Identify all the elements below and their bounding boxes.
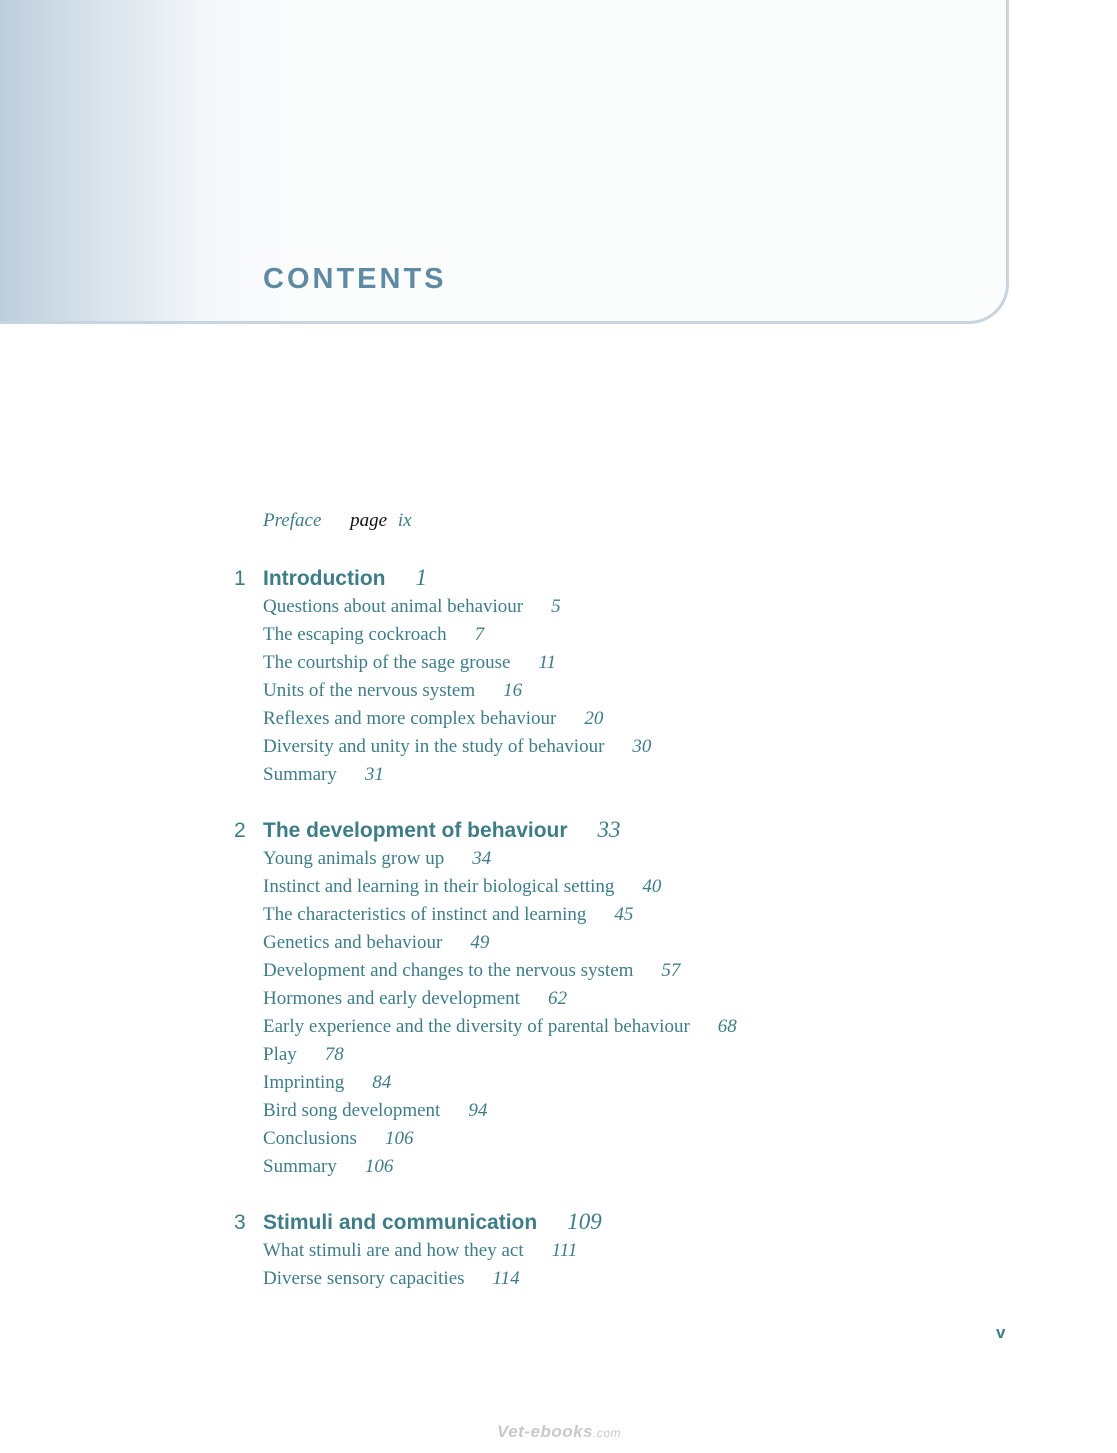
toc-entry [234,929,1034,957]
entry-title: The courtship of the sage grouse [263,652,511,673]
header-band [0,0,1009,324]
toc-entry [234,985,1034,1013]
entry-title: Genetics and behaviour [263,932,443,953]
chapter-number: 3 [234,1211,246,1234]
entry-title: Units of the nervous system [263,680,476,701]
entry-page: 111 [551,1240,578,1261]
entry-title: Summary [263,764,337,785]
chapter-title: Introduction [263,567,386,590]
chapter-title: Stimuli and communication [263,1211,538,1234]
entry-title: Imprinting [263,1072,345,1093]
toc-entry [234,649,1034,677]
toc-entry [234,1069,1034,1097]
chapter-page: 109 [567,1209,602,1234]
toc-entry [234,845,1034,873]
entry-title: The characteristics of instinct and learning [263,904,587,925]
chapter-1 [234,563,1034,789]
page-number: v [996,1323,1006,1342]
entry-page: 49 [470,932,490,953]
entry-title: Hormones and early development [263,988,520,1009]
watermark [497,1422,621,1442]
entry-page: 5 [551,596,561,617]
entry-title: The escaping cockroach [263,624,447,645]
entry-title: Diversity and unity in the study of behaviour [263,736,605,757]
entry-page: 31 [364,764,384,785]
chapter-heading [234,563,1034,593]
toc-entry [234,733,1034,761]
entry-page: 20 [584,708,604,729]
chapter-page: 33 [597,817,621,842]
entry-title: Development and changes to the nervous system [263,960,634,981]
chapter-number: 1 [234,567,246,590]
entry-page: 62 [547,988,567,1009]
entry-title: Conclusions [263,1128,357,1149]
toc-entry [234,621,1034,649]
entry-title: Summary [263,1156,337,1177]
entry-title: Bird song development [263,1100,441,1121]
preface-entry [263,510,412,532]
toc-entry [234,1097,1034,1125]
entry-title: Reflexes and more complex behaviour [263,708,557,729]
watermark-text: Vet-ebooks [497,1422,594,1441]
toc-entry [234,1013,1034,1041]
entry-title: Diverse sensory capacities [263,1268,465,1289]
entry-page: 106 [364,1156,394,1177]
toc-entry [234,957,1034,985]
preface-page-word: page [350,510,388,531]
toc-entry [234,761,1034,789]
entry-page: 45 [614,904,634,925]
page-title: CONTENTS [263,263,447,295]
entry-title: What stimuli are and how they act [263,1240,524,1261]
chapter-heading [234,1207,1034,1237]
entry-page: 106 [384,1128,414,1149]
entry-page: 78 [324,1044,344,1065]
watermark-suffix: .com [593,1426,622,1440]
chapter-2 [234,815,1034,1181]
entry-page: 114 [492,1268,520,1289]
entry-title: Instinct and learning in their biological setting [263,876,615,897]
chapter-heading [234,815,1034,845]
toc-entry [234,901,1034,929]
entry-page: 68 [717,1016,737,1037]
entry-page: 16 [503,680,523,701]
entry-page: 34 [472,848,492,869]
chapter-title: The development of behaviour [263,819,568,842]
toc-entry [234,1237,1034,1265]
chapter-3 [234,1207,1034,1293]
toc-entry [234,873,1034,901]
chapter-page: 1 [415,565,427,590]
toc-entry [234,1265,1034,1293]
toc-entry [234,1125,1034,1153]
entry-page: 30 [632,736,652,757]
entry-title: Play [263,1044,297,1065]
entry-title: Questions about animal behaviour [263,596,524,617]
toc-entry [234,1153,1034,1181]
toc-entry [234,1041,1034,1069]
preface-label: Preface [263,510,322,531]
toc-entry [234,677,1034,705]
entry-page: 40 [642,876,662,897]
entry-page: 57 [661,960,681,981]
preface-page-number: ix [397,510,412,531]
toc-entry [234,593,1034,621]
entry-page: 11 [538,652,557,673]
entry-title: Young animals grow up [263,848,445,869]
entry-title: Early experience and the diversity of parental behaviour [263,1016,690,1037]
entry-page: 7 [474,624,485,645]
entry-page: 94 [468,1100,488,1121]
entry-page: 84 [372,1072,392,1093]
toc-entry [234,705,1034,733]
chapter-number: 2 [234,819,246,842]
